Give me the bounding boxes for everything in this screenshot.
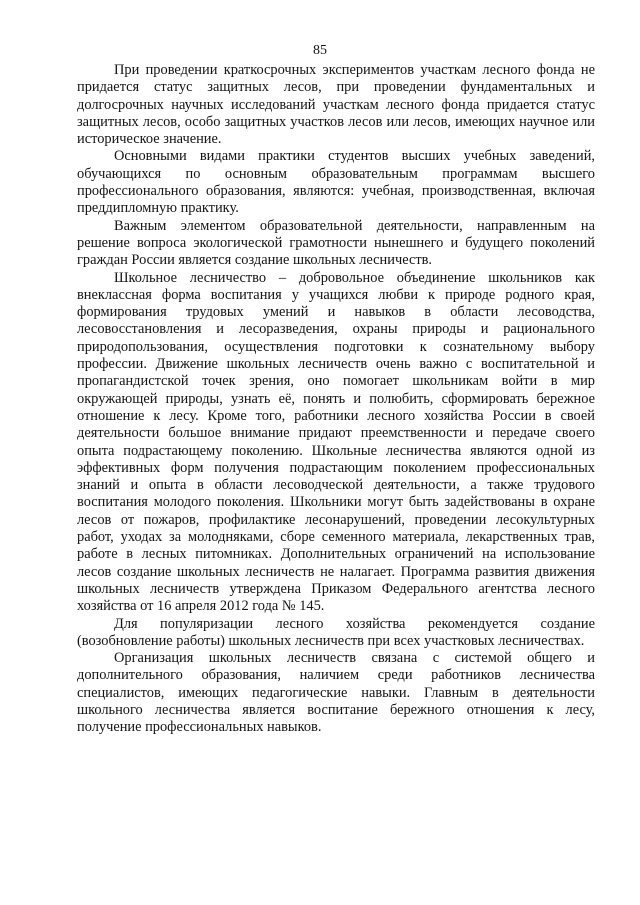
paragraph-experiments: При проведении краткосрочных экспериментов участкам лесного фонда не придается статус защитных лесов, при проведении фундаментальных и долгосрочных научных исследований участкам лесного фонда придается статус защитных лесов, особо защитных участков лесов или лесов, имеющих научное или историческое значение. — [77, 62, 595, 148]
paragraph-ecological-literacy: Важным элементом образовательной деятельности, направленным на решение вопроса экологической грамотности нынешнего и будущего поколений граждан России является создание школьных лесничеств. — [77, 217, 595, 269]
paragraph-popularization: Для популяризации лесного хозяйства рекомендуется создание (возобновление работы) школьных лесничеств при всех участковых лесничествах. — [77, 615, 595, 649]
page-number: 85 — [313, 43, 327, 58]
paragraph-organization: Организация школьных лесничеств связана с системой общего и дополнительного образования, наличием среди работников лесничества специалистов, имеющих педагогические навыки. Главным в деятельности школьного лесничества является воспитание бережного отношения к лесу, получение профессиональных навыков. — [77, 650, 595, 736]
paragraph-school-forestry-definition: Школьное лесничество – добровольное объединение школьников как внеклассная форма воспитания у учащихся любви к природе родного края, формирования трудовых умений и навыков в области лесоводства, лесовосстановления и лесоразведения, охраны природы и рационального природопользования, осуществления подготовки к сознательному выбору профессии. Движение школьных лесничеств очень важно с воспитательной и пропагандистской точек зрения, оно помогает школьникам войти в мир окружающей природы, узнать её, понять и полюбить, сформировать бережное отношение к лесу. Кроме того, работники лесного хозяйства России в своей деятельности большое внимание придают преемственности и передаче своего опыта подрастающему поколению. Школьные лесничества являются одной из эффективных форм получения подрастающим поколением профессиональных знаний и опыта в области лесоводческой деятельности, а также трудового воспитания молодого поколения. Школьники могут быть задействованы в охране лесов от пожаров, профилактике лесонарушений, проведении лесокультурных работ, уходах за молодняками, сборе семенного материала, лекарственных трав, работе в лесных питомниках. Дополнительных ограничений на использование лесов создание школьных лесничеств не налагает. Программа развития движения школьных лесничеств утверждена Приказом Федерального агентства лесного хозяйства от 16 апреля 2012 года № 145. — [77, 269, 595, 615]
body-text — [77, 62, 595, 737]
paragraph-student-practice: Основными видами практики студентов высших учебных заведений, обучающихся по основным образовательным программам высшего профессионального образования, являются: учебная, производственная, включая преддипломную практику. — [77, 148, 595, 217]
